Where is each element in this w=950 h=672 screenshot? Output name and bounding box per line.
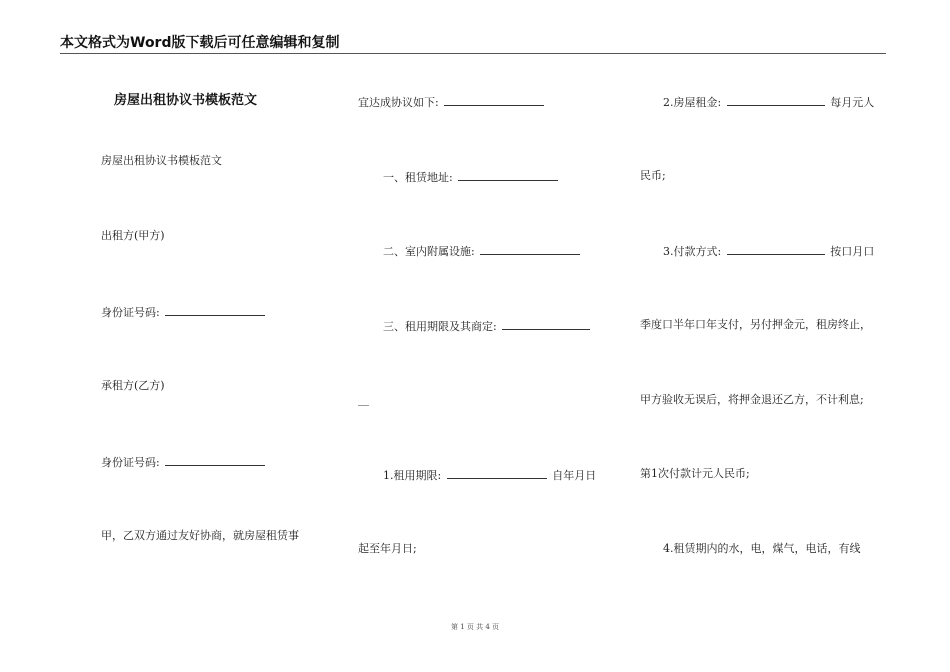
agreement-intro-blank	[444, 94, 544, 106]
payment-method-line	[663, 243, 874, 259]
lease-period-end: 起至年月日;	[358, 542, 417, 555]
lease-term-agreement-label: 三、租用期限及其商定:	[383, 320, 497, 333]
rent-tail: 每月元人	[830, 96, 875, 109]
subtitle-line: 房屋出租协议书模板范文	[101, 154, 222, 167]
lease-term-agreement-blank	[502, 318, 590, 330]
rental-address-blank	[458, 169, 558, 181]
facilities-blank	[480, 243, 580, 255]
agreement-intro-label: 宜达成协议如下:	[358, 96, 439, 109]
continuation-dash: __	[358, 393, 369, 406]
document-title: 房屋出租协议书模板范文	[114, 93, 258, 108]
facilities-label: 二、室内附属设施:	[383, 245, 475, 258]
agreement-intro-line	[358, 94, 546, 110]
facilities-line	[383, 243, 582, 259]
rental-address-line	[383, 169, 560, 185]
lessor-label: 出租方(甲方)	[101, 229, 165, 242]
lessor-id-blank	[165, 304, 265, 316]
payment-method-label: 3.付款方式:	[663, 245, 722, 258]
rental-address-label: 一、租赁地址:	[383, 171, 453, 184]
lease-period-tail: 自年月日	[552, 469, 597, 482]
first-payment-line: 第1次付款计元人民币;	[640, 467, 750, 480]
lessor-id-label: 身份证号码:	[101, 306, 160, 319]
rent-currency: 民币;	[640, 169, 666, 182]
rent-line	[663, 94, 874, 110]
utilities-line: 4.租赁期内的水，电，煤气，电话，有线	[663, 542, 861, 555]
rent-blank	[727, 94, 825, 106]
rent-label: 2.房屋租金:	[663, 96, 722, 109]
lessor-id-line	[101, 304, 267, 320]
payment-terms-line: 季度口半年口年支付，另付押金元，租房终止，	[640, 318, 871, 331]
lease-period-line	[383, 467, 596, 483]
lessee-id-blank	[165, 454, 265, 466]
lessee-id-label: 身份证号码:	[101, 456, 160, 469]
intro-paragraph: 甲，乙双方通过友好协商，就房屋租赁事	[101, 529, 299, 542]
payment-method-tail: 按口月口	[830, 245, 875, 258]
lessee-id-line	[101, 454, 267, 470]
lease-period-blank	[447, 467, 547, 479]
page-number: 第 1 页 共 4 页	[450, 623, 500, 631]
deposit-refund-line: 甲方验收无误后，将押金退还乙方，不计利息;	[640, 393, 864, 406]
banner-rule	[60, 53, 886, 54]
payment-method-blank	[727, 243, 825, 255]
lease-period-label: 1.租用期限:	[383, 469, 442, 482]
document-banner: 本文格式为Word版下载后可任意编辑和复制	[60, 35, 340, 51]
lease-term-agreement-line	[383, 318, 592, 334]
lessee-label: 承租方(乙方)	[101, 379, 165, 392]
